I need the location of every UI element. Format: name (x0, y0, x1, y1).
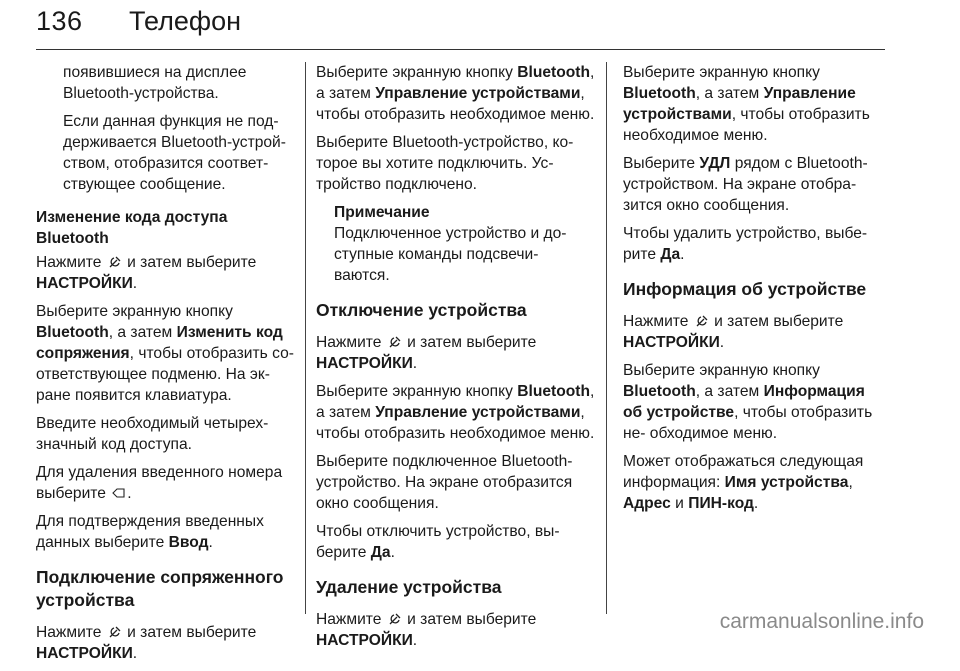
paragraph: Может отображаться следующая информация: Имя устройства, Адрес и ПИН-код. (623, 453, 864, 512)
settings-icon (108, 626, 121, 638)
paragraph: Выберите Bluetooth-устройство, ко- торое вы хотите подключить. Ус- тройство подключено. (316, 134, 574, 193)
subheading-access-code: Изменение кода доступа Bluetooth (36, 209, 228, 247)
column-divider-2 (606, 62, 607, 614)
heading-disconnect: Отключение устройства (316, 300, 527, 320)
watermark: carmanualsonline.info (719, 610, 924, 633)
settings-icon (388, 336, 401, 348)
heading-pairing: Подключение сопряженного устройства (36, 567, 284, 610)
paragraph: Нажмите и затем выберите НАСТРОЙКИ. (36, 254, 257, 292)
settings-icon (388, 613, 401, 625)
column-2 (316, 62, 598, 658)
paragraph: Выберите экранную кнопку Bluetooth, а затем Изменить код сопряжения, чтобы отобразить со- ответствующее подменю. На эк- ране появится клавиатура. (36, 303, 294, 404)
page-header (36, 6, 886, 46)
column-divider-1 (305, 62, 306, 614)
paragraph: Выберите экранную кнопку Bluetooth, а затем Управление устройствами, чтобы отобразить необходимое меню. (316, 383, 595, 442)
paragraph: появившиеся на дисплее Bluetooth-устройства. (63, 64, 247, 102)
backspace-icon (112, 487, 125, 499)
paragraph: Выберите экранную кнопку Bluetooth, а затем Управление устройствами, чтобы отобразить необходимое меню. (316, 64, 595, 123)
paragraph: Выберите подключенное Bluetooth- устройство. На экране отобразится окно сообщения. (316, 453, 573, 512)
paragraph: Чтобы удалить устройство, выбе- рите Да. (623, 225, 868, 263)
paragraph: Выберите экранную кнопку Bluetooth, а затем Управление устройствами, чтобы отобразить необходимое меню. (623, 64, 870, 144)
note-text: Подключенное устройство и до- ступные команды подсвечи- ваются. (334, 225, 567, 284)
paragraph: Выберите УДЛ рядом с Bluetooth- устройством. На экране отобра- зится окно сообщения. (623, 155, 868, 214)
paragraph: Для удаления введенного номера выберите . (36, 464, 283, 502)
note-box (316, 202, 598, 286)
paragraph: Нажмите и затем выберите НАСТРОЙКИ. (316, 334, 537, 372)
paragraph: Чтобы отключить устройство, вы- берите Да. (316, 523, 560, 561)
paragraph: Если данная функция не под- держивается Bluetooth-устрой- ством, отобразится соответ- ствующее сообщение. (63, 113, 286, 193)
page-number: 136 (36, 6, 83, 36)
note-label: Примечание (334, 204, 430, 221)
heading-delete: Удаление устройства (316, 577, 502, 597)
paragraph: Нажмите и затем выберите НАСТРОЙКИ. (316, 611, 537, 649)
settings-icon (108, 256, 121, 268)
column-3 (623, 62, 888, 521)
paragraph: Для подтверждения введенных данных выберите Ввод. (36, 513, 264, 551)
paragraph: Нажмите и затем выберите НАСТРОЙКИ. (623, 313, 844, 351)
paragraph: Введите необходимый четырех- значный код доступа. (36, 415, 269, 453)
section-title: Телефон (129, 6, 242, 36)
header-rule (36, 49, 885, 50)
heading-device-info: Информация об устройстве (623, 279, 867, 299)
settings-icon (695, 315, 708, 327)
column-1 (36, 62, 298, 671)
paragraph: Выберите экранную кнопку Bluetooth, а затем Информация об устройстве, чтобы отобразить не- обходимое меню. (623, 362, 873, 442)
paragraph: Нажмите и затем выберите НАСТРОЙКИ. (36, 624, 257, 662)
